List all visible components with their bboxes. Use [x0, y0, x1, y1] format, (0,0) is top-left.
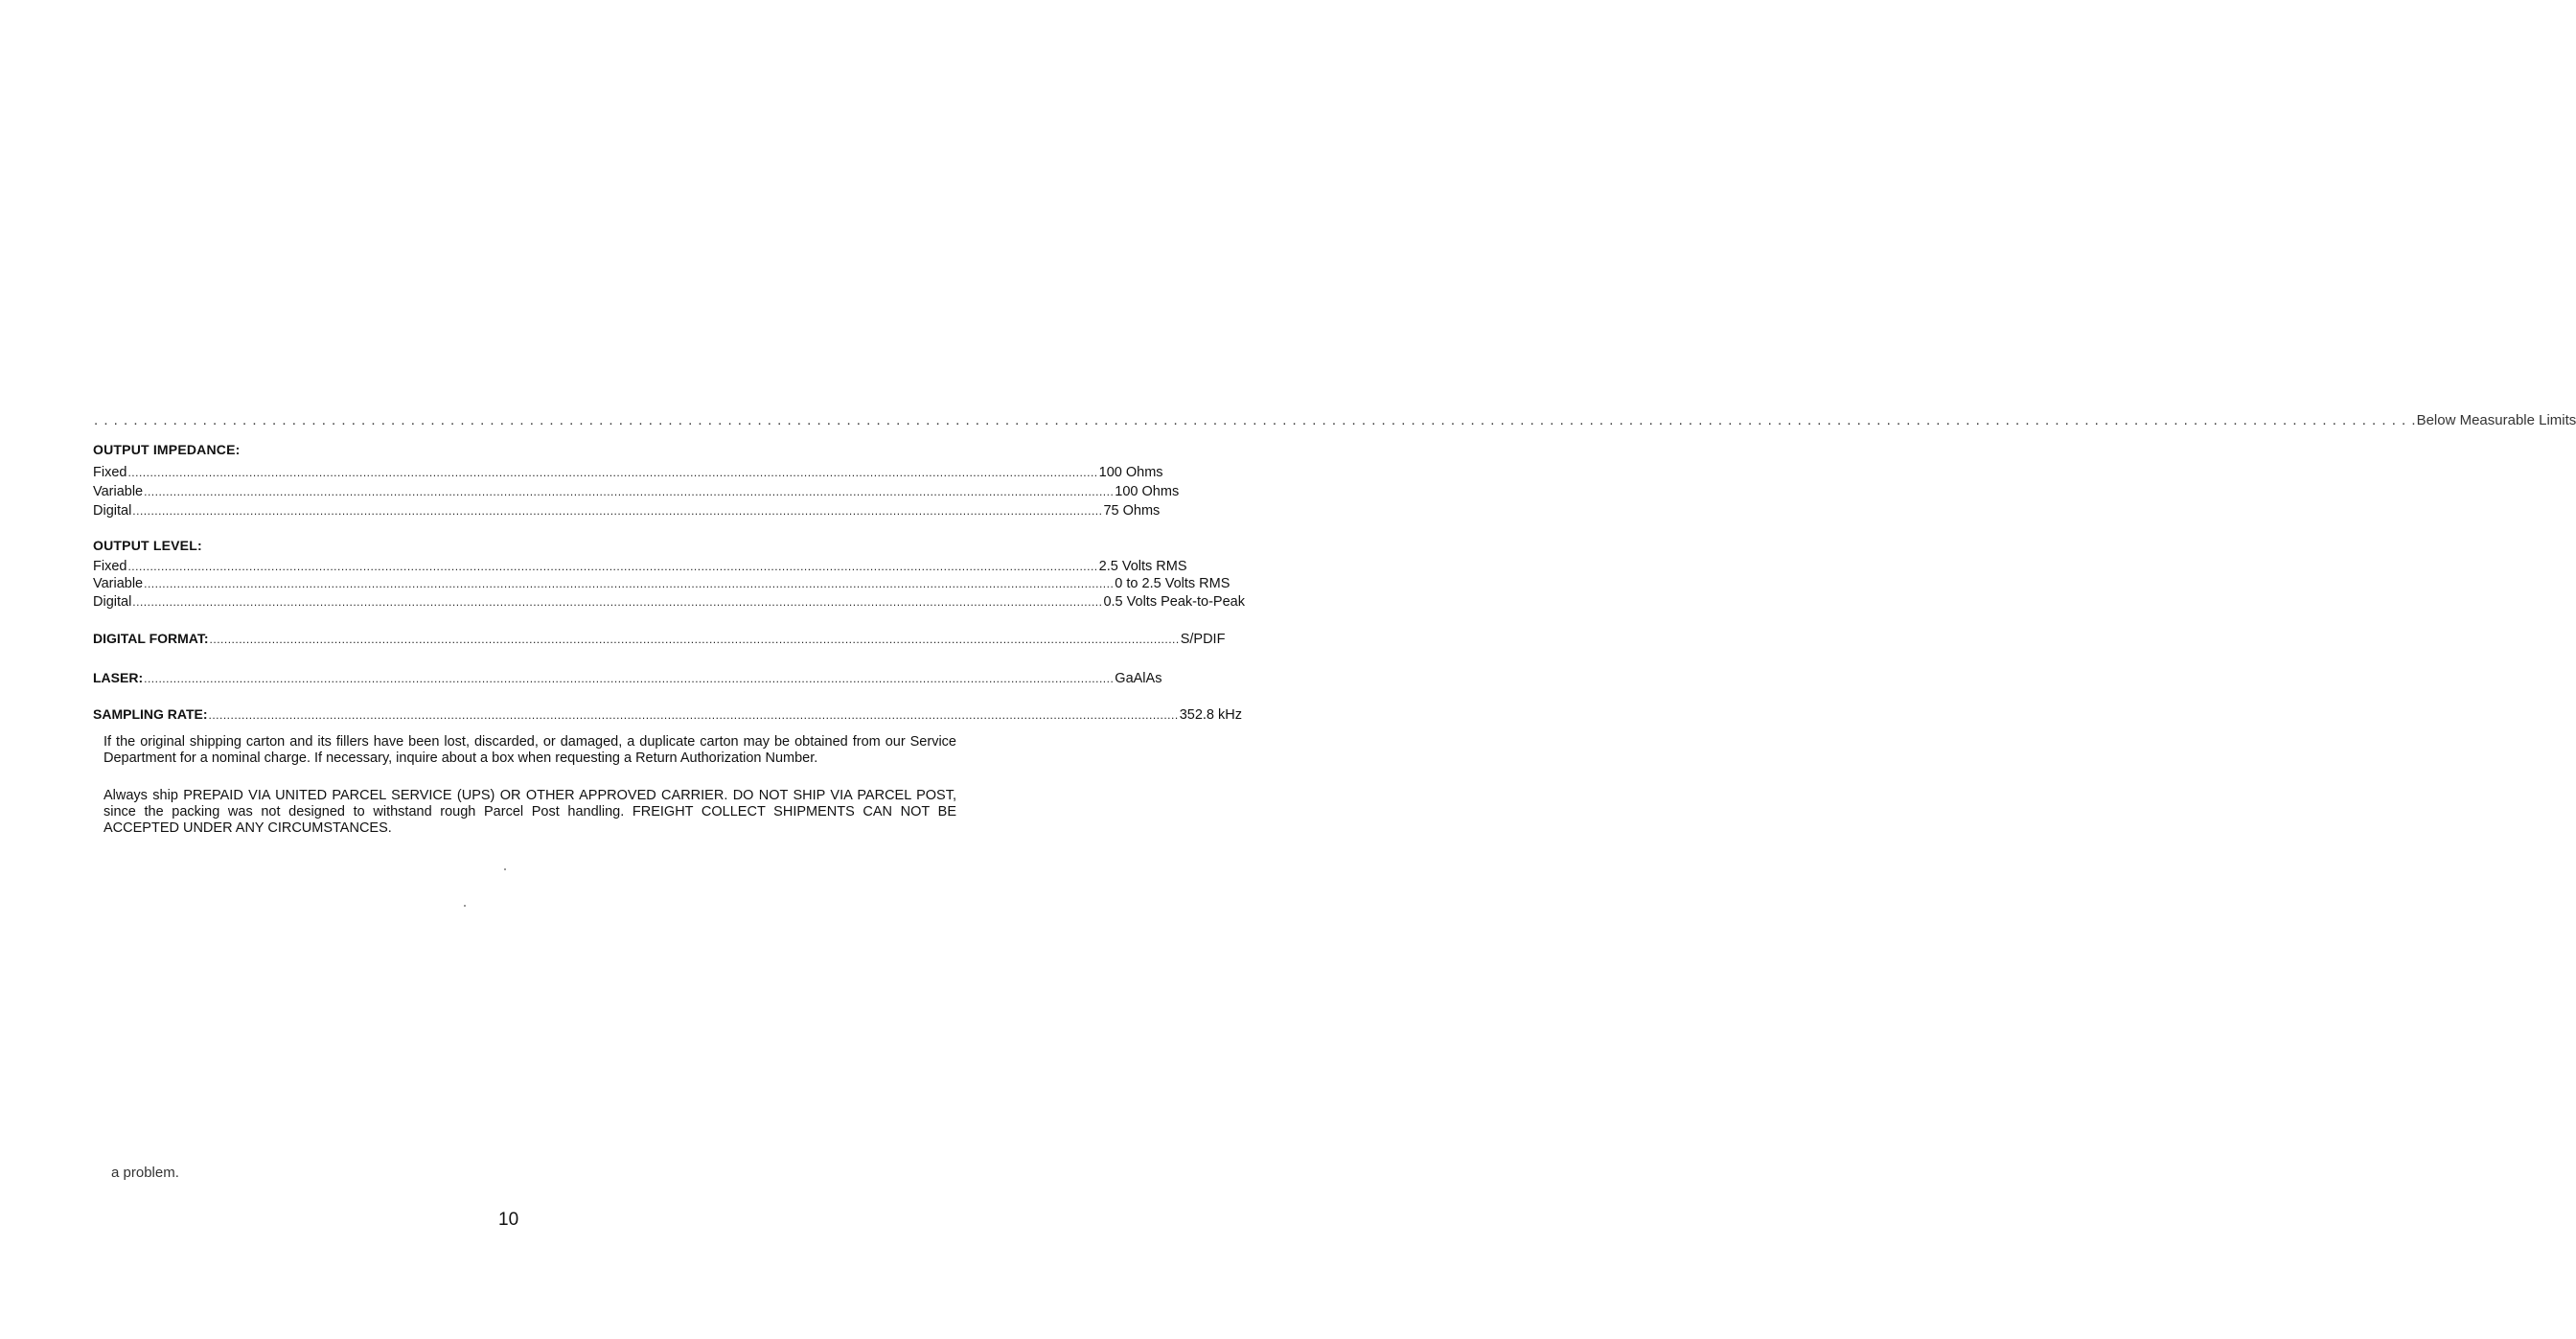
spec-value: 75 Ohms	[1103, 503, 1161, 519]
spec-label: Variable	[93, 576, 144, 591]
clipped-dot-leader: . . . . . . . . . . . . . . . . . . . . . . . . . . . . . . . . . . . . . . . . . . . . . . . . . . . . . . . . . . . . . . . . . . . . . . . . . . . . . . . . . . . . . . . . . . . . . . . . . . . . . . . . . . . . . . . . . . . . . . . . . . . . . . . . . . . . . . . . . . . . . . . . . . . . . . . . . . . . . . . . . . . . . . . . . . . . . . . . . . . . . . . . . . . . . . . . . . . . . . . . . . . . . . . . . . . . . . . . . . . . . . . . . . . . . . . . . . .	[94, 412, 2417, 428]
spec-value: 100 Ohms	[1115, 484, 1180, 499]
scan-speck	[504, 868, 506, 870]
dot-leader	[209, 708, 1179, 722]
clipped-bottom-fragment	[111, 1160, 188, 1181]
spec-row-impedance-fixed	[93, 465, 1163, 480]
dot-leader	[132, 504, 1102, 518]
spec-value: 0 to 2.5 Volts RMS	[1115, 576, 1230, 591]
spec-row-digital-format	[93, 631, 1226, 647]
spec-row-impedance-variable	[93, 484, 1180, 499]
output-impedance-heading: OUTPUT IMPEDANCE:	[93, 442, 241, 457]
dot-leader	[127, 560, 1097, 573]
spec-label: Fixed	[93, 559, 127, 574]
page-number: 10	[498, 1210, 519, 1230]
dot-leader	[132, 595, 1102, 609]
spec-row-level-digital	[93, 594, 1245, 610]
clipped-line-value: Below Measurable Limits	[2416, 412, 2576, 428]
carton-paragraph: If the original shipping carton and its fillers have been lost, discarded, or damaged, a duplicate carton may be obtained from our Service Department for a nominal charge. If necessary, inquire about a box when requesting a Return Authorization Number.	[104, 734, 956, 766]
spec-label: Digital	[93, 594, 132, 610]
spec-value: 0.5 Volts Peak-to-Peak	[1103, 594, 1245, 610]
dot-leader	[144, 672, 1114, 685]
clipped-fragment-text: a problem.	[111, 1165, 179, 1181]
spec-value: 352.8 kHz	[1179, 707, 1242, 723]
spec-label: LASER:	[93, 670, 144, 685]
spec-label: Fixed	[93, 465, 127, 480]
clipped-previous-line	[94, 406, 2576, 428]
spec-value: 100 Ohms	[1098, 465, 1163, 480]
output-level-heading: OUTPUT LEVEL:	[93, 538, 202, 553]
spec-value: S/PDIF	[1180, 632, 1226, 647]
dot-leader	[144, 485, 1114, 498]
spec-row-level-variable	[93, 576, 1230, 591]
spec-label: Variable	[93, 484, 144, 499]
shipping-paragraph: Always ship PREPAID VIA UNITED PARCEL SERVICE (UPS) OR OTHER APPROVED CARRIER. DO NOT SHIP VIA PARCEL POST, since the packing was not designed to withstand rough Parcel Post handling. FREIGHT COLLECT SHIPMENTS CAN NOT BE ACCEPTED UNDER ANY CIRCUMSTANCES.	[104, 788, 956, 836]
spec-row-level-fixed	[93, 559, 1187, 574]
spec-row-sampling-rate	[93, 706, 1242, 723]
dot-leader	[127, 466, 1097, 479]
scan-speck	[464, 905, 466, 907]
spec-row-laser	[93, 670, 1162, 686]
spec-label: DIGITAL FORMAT:	[93, 631, 209, 646]
spec-value: GaAlAs	[1115, 671, 1162, 686]
spec-row-impedance-digital	[93, 503, 1161, 519]
dot-leader	[210, 633, 1180, 646]
spec-label: Digital	[93, 503, 132, 519]
spec-label: SAMPLING RATE:	[93, 706, 208, 722]
spec-value: 2.5 Volts RMS	[1098, 559, 1187, 574]
dot-leader	[144, 577, 1114, 590]
